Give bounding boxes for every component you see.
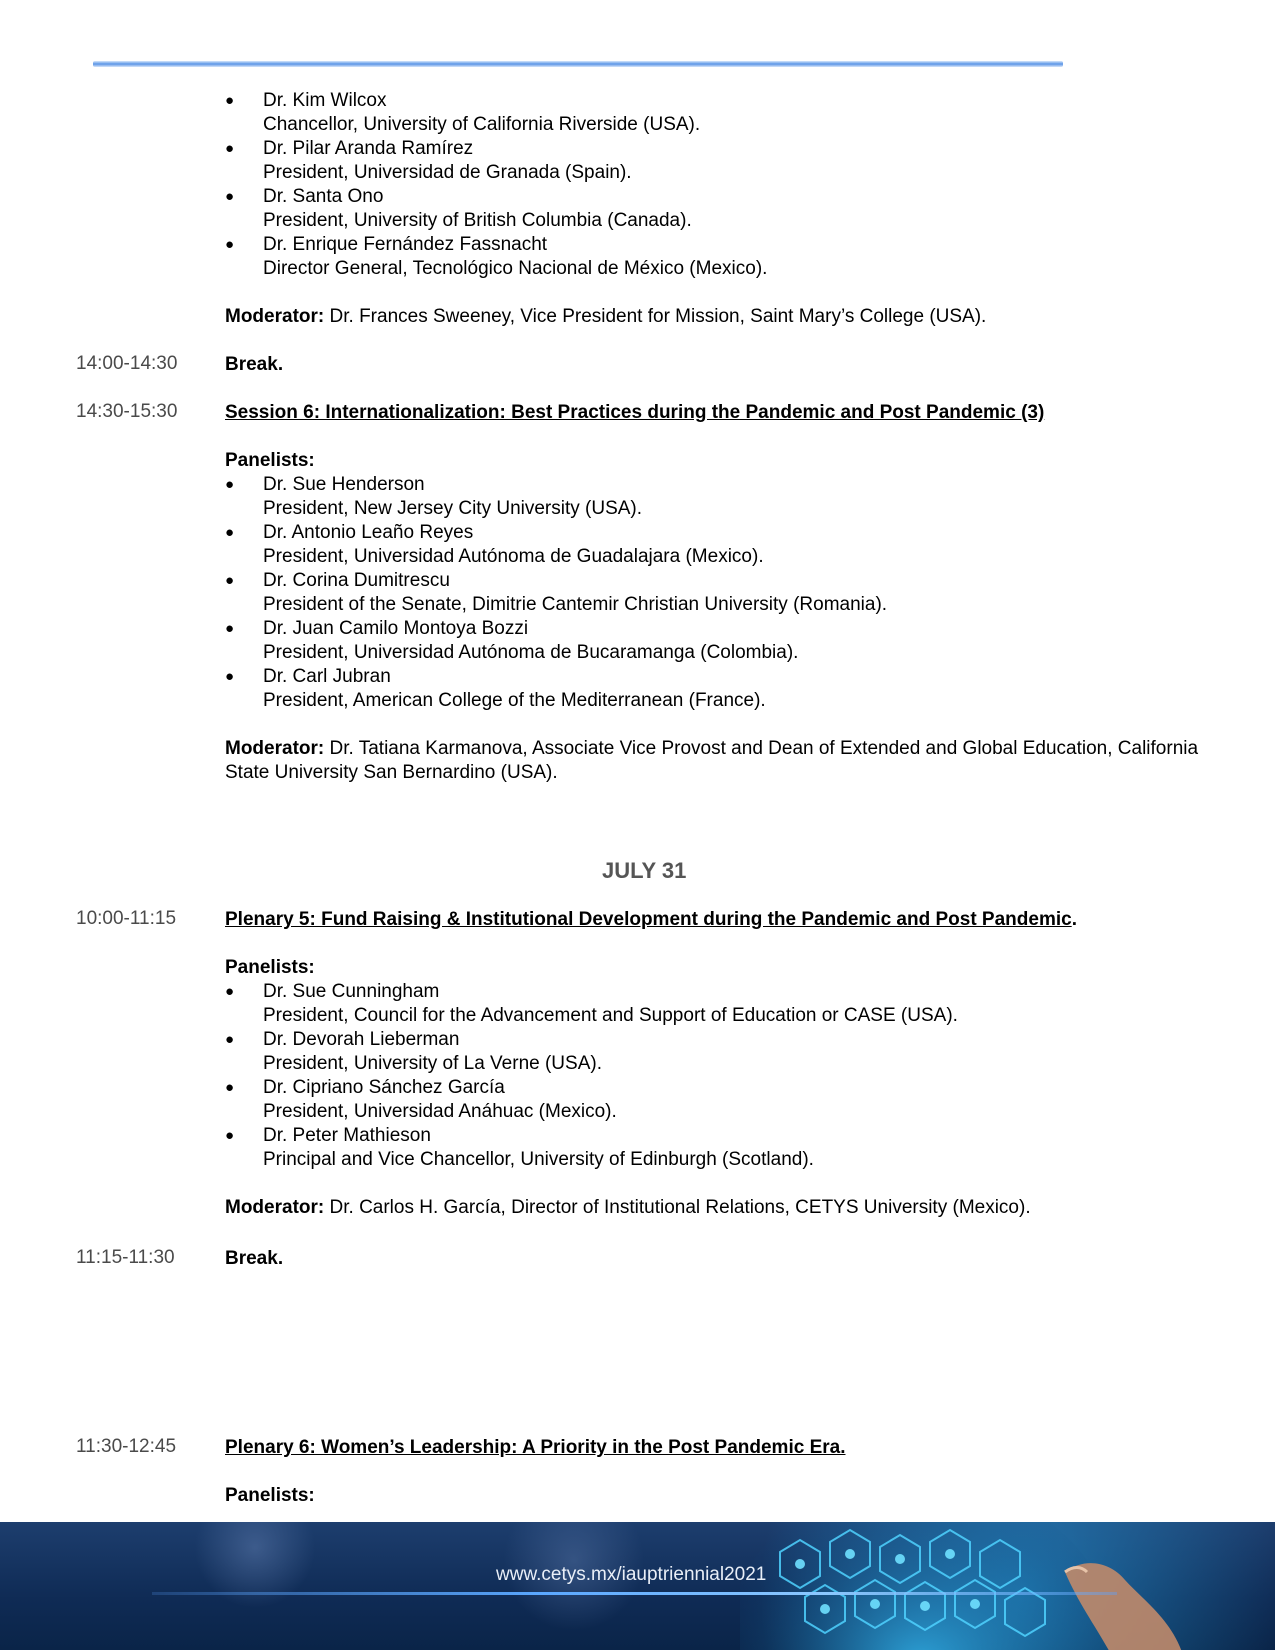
session-time: 11:30-12:45 (76, 1436, 177, 1457)
session5-continued (225, 89, 1225, 329)
panelist-item: ● Dr. Santa Ono President, University of British Columbia (Canada). (225, 185, 1225, 233)
panelist-list (225, 980, 1225, 1172)
session-time: 10:00-11:15 (76, 908, 177, 929)
panelists-heading: Panelists: (225, 450, 315, 471)
panelist-list (225, 89, 1225, 281)
moderator-line: Moderator: Dr. Frances Sweeney, Vice President for Mission, Saint Mary’s College (USA). (225, 306, 987, 327)
panelist-item: ● Dr. Cipriano Sánchez García President, Universidad Anáhuac (Mexico). (225, 1076, 1225, 1124)
session-title: Session 6: Internationalization: Best Practices during the Pandemic and Post Pandemic (3) (225, 402, 1045, 423)
break-label: Break. (225, 1248, 284, 1269)
panelist-item: ● Dr. Sue Henderson President, New Jersey City University (USA). (225, 473, 1225, 521)
panelist-item: ● Dr. Pilar Aranda Ramírez President, Universidad de Granada (Spain). (225, 137, 1225, 185)
panelist-item: ● Dr. Kim Wilcox Chancellor, University of California Riverside (USA). (225, 89, 1225, 137)
day-heading: JULY 31 (602, 858, 687, 883)
tech-globe-graphic (740, 1522, 1100, 1650)
panelist-list (225, 473, 1225, 713)
moderator-line: Moderator: Dr. Carlos H. García, Director of Institutional Relations, CETYS University (Mexico). (225, 1197, 1031, 1218)
footer-url: www.cetys.mx/iauptriennial2021 (496, 1564, 767, 1585)
session-time: 14:30-15:30 (76, 401, 178, 422)
panelists-heading: Panelists: (225, 1485, 315, 1506)
panelist-item: ● Dr. Devorah Lieberman President, University of La Verne (USA). (225, 1028, 1225, 1076)
moderator-line: Moderator: Dr. Tatiana Karmanova, Associate Vice Provost and Dean of Extended and Global Education, California State University San Bernardino (USA). (225, 738, 1199, 783)
panelist-item: ● Dr. Enrique Fernández Fassnacht Director General, Tecnológico Nacional de México (Mexico). (225, 233, 1225, 281)
session-title: Plenary 5: Fund Raising & Institutional Development during the Pandemic and Post Pandemic. (225, 909, 1077, 930)
break-time: 11:15-11:30 (76, 1247, 175, 1268)
panelist-item: ● Dr. Antonio Leaño Reyes President, Universidad Autónoma de Guadalajara (Mexico). (225, 521, 1225, 569)
panelist-item: ● Dr. Sue Cunningham President, Council for the Advancement and Support of Education or CASE (USA). (225, 980, 1225, 1028)
break-label: Break. (225, 354, 284, 375)
session6-block (225, 401, 1225, 785)
footer-rule (152, 1592, 1117, 1595)
break-time: 14:00-14:30 (76, 353, 178, 374)
panelist-item: ● Dr. Juan Camilo Montoya Bozzi President, Universidad Autónoma de Bucaramanga (Colombia). (225, 617, 1225, 665)
plenary5-block (225, 908, 1225, 1220)
panelists-heading: Panelists: (225, 957, 315, 978)
panelist-item: ● Dr. Corina Dumitrescu President of the Senate, Dimitrie Cantemir Christian University (Romania). (225, 569, 1225, 617)
panelist-item: ● Dr. Carl Jubran President, American College of the Mediterranean (France). (225, 665, 1225, 713)
header-divider (93, 61, 1063, 67)
plenary6-block (225, 1436, 1225, 1508)
footer-banner (0, 1522, 1275, 1650)
hand-graphic (1055, 1552, 1185, 1650)
session-title: Plenary 6: Women’s Leadership: A Priority in the Post Pandemic Era. (225, 1437, 846, 1458)
panelist-item: ● Dr. Peter Mathieson Principal and Vice Chancellor, University of Edinburgh (Scotland). (225, 1124, 1225, 1172)
